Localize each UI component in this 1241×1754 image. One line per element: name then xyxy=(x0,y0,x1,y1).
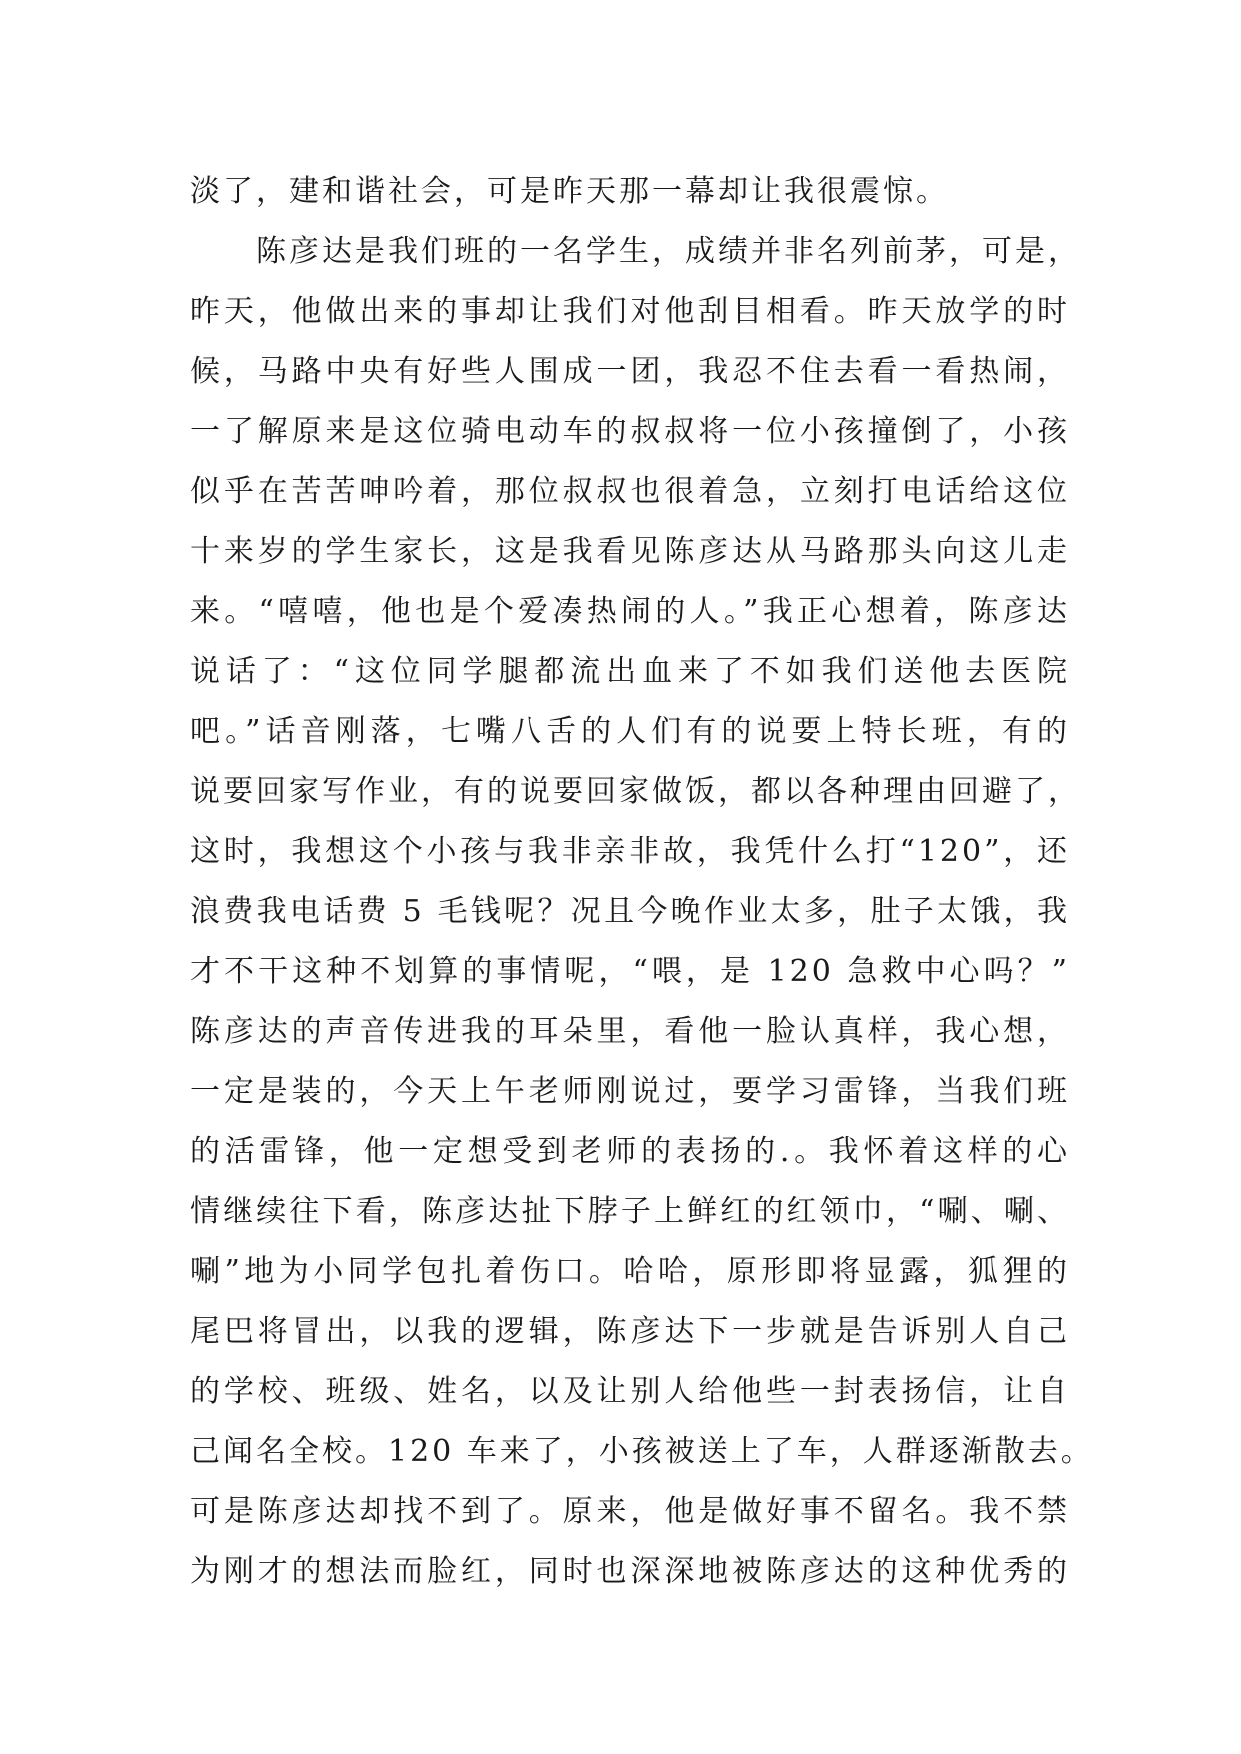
text-line: 吧。”话音刚落，七嘴八舌的人们有的说要上特长班，有的 xyxy=(190,714,1070,749)
text-line: 情继续往下看，陈彦达扯下脖子上鲜红的红领巾，“唰、唰、 xyxy=(190,1194,1070,1229)
text-line: 一了解原来是这位骑电动车的叔叔将一位小孩撞倒了，小孩 xyxy=(190,414,1070,449)
text-line: 可是陈彦达却找不到了。原来，他是做好事不留名。我不禁 xyxy=(190,1494,1070,1529)
text-line: 候，马路中央有好些人围成一团，我忍不住去看一看热闹， xyxy=(190,354,1070,389)
text-line: 淡了，建和谐社会，可是昨天那一幕却让我很震惊。 xyxy=(190,174,949,209)
text-line: 尾巴将冒出，以我的逻辑，陈彦达下一步就是告诉别人自己 xyxy=(190,1314,1070,1349)
text-line: 才不干这种不划算的事情呢，“喂，是 120 急救中心吗？” xyxy=(190,954,1070,989)
text-line: 来。“嘻嘻，他也是个爱凑热闹的人。”我正心想着，陈彦达 xyxy=(190,594,1070,629)
text-line: 一定是装的，今天上午老师刚说过，要学习雷锋，当我们班 xyxy=(190,1074,1070,1109)
text-line: 这时，我想这个小孩与我非亲非故，我凭什么打“120”，还 xyxy=(190,834,1070,869)
text-line: 的学校、班级、姓名，以及让别人给他些一封表扬信，让自 xyxy=(190,1374,1070,1409)
text-line: 陈彦达的声音传进我的耳朵里，看他一脸认真样，我心想， xyxy=(190,1014,1070,1049)
text-line: 似乎在苦苦呻吟着，那位叔叔也很着急，立刻打电话给这位 xyxy=(190,474,1070,509)
text-line: 说要回家写作业，有的说要回家做饭，都以各种理由回避了， xyxy=(190,774,1081,809)
essay-body xyxy=(190,162,1094,1602)
text-line: 说话了：“这位同学腿都流出血来了不如我们送他去医院 xyxy=(190,654,1070,689)
text-line: 的活雷锋，他一定想受到老师的表扬的.。我怀着这样的心 xyxy=(190,1134,1070,1169)
text-line: 十来岁的学生家长，这是我看见陈彦达从马路那头向这儿走 xyxy=(190,534,1070,569)
text-line: 陈彦达是我们班的一名学生，成绩并非名列前茅，可是， xyxy=(190,234,1081,269)
text-line: 己闻名全校。120 车来了，小孩被送上了车，人群逐渐散去。 xyxy=(190,1434,1094,1469)
text-line: 浪费我电话费 5 毛钱呢？况且今晚作业太多，肚子太饿，我 xyxy=(190,894,1070,929)
text-line: 为刚才的想法而脸红，同时也深深地被陈彦达的这种优秀的 xyxy=(190,1554,1070,1589)
text-line: 唰”地为小同学包扎着伤口。哈哈，原形即将显露，狐狸的 xyxy=(190,1254,1070,1289)
text-line: 昨天，他做出来的事却让我们对他刮目相看。昨天放学的时 xyxy=(190,294,1070,329)
